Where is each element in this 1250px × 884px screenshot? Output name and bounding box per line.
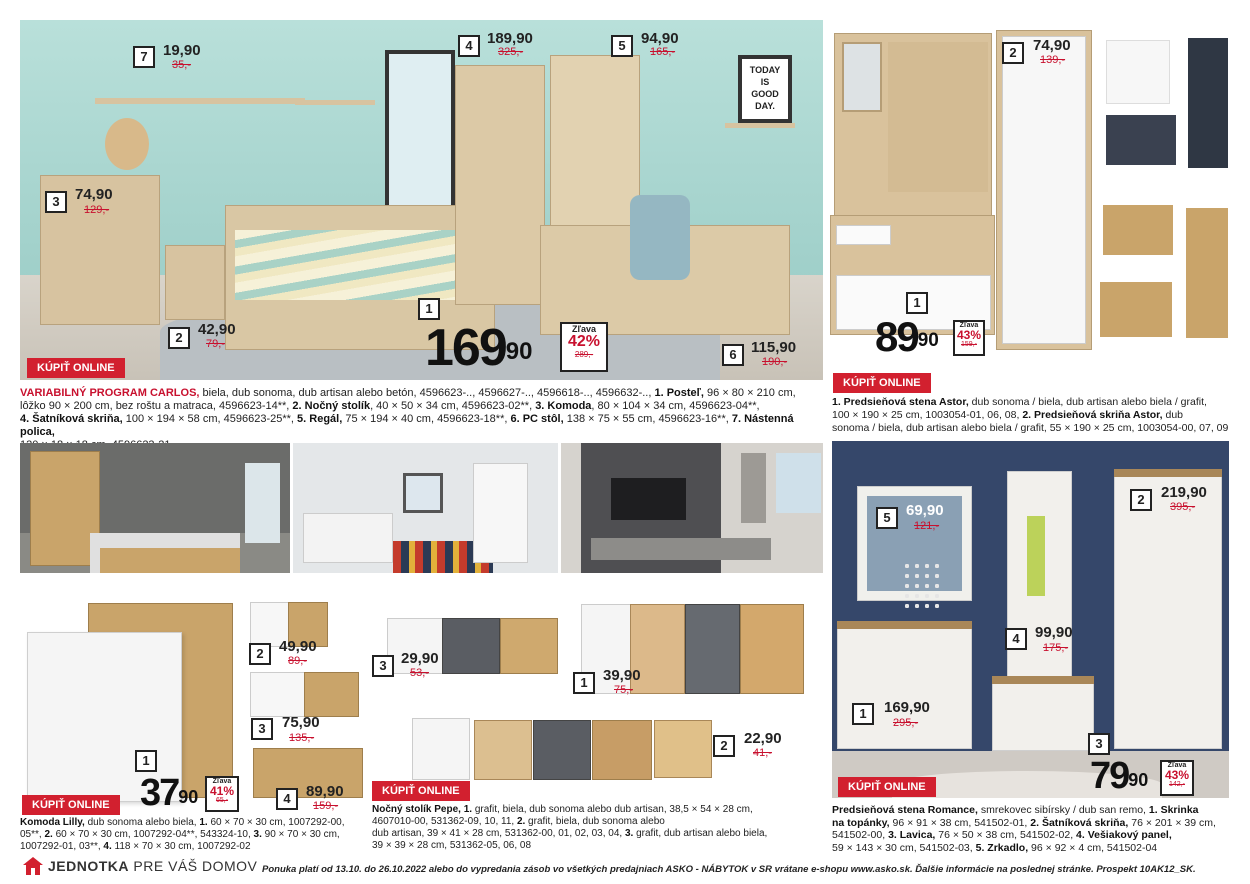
- astor-item-2-price: 74,90: [1033, 37, 1071, 54]
- carlos-item-5-number: 5: [611, 35, 633, 57]
- discount-old-price: 159,-: [961, 341, 977, 348]
- romance-item-2-number: 2: [1130, 489, 1152, 511]
- poster-line: DAY.: [755, 101, 775, 111]
- romance-item-4-price: 99,90: [1035, 624, 1073, 641]
- product-name: 3. Komoda: [535, 400, 592, 412]
- pepe-item-1-number: 1: [573, 672, 595, 694]
- desc-text: dub: [1162, 409, 1184, 421]
- pepe-small-oak-3: [654, 720, 712, 778]
- carlos-item-3-price: 74,90: [75, 186, 113, 203]
- carlos-item-2-number: 2: [168, 327, 190, 349]
- romance-item-1-number: 1: [852, 703, 874, 725]
- lilly-item-1-number: 1: [135, 750, 157, 772]
- astor-item-1-price: [875, 313, 939, 360]
- poster-line: IS: [760, 77, 770, 87]
- romance-item-3-number: 3: [1088, 733, 1110, 755]
- romance-item-5-number: 5: [876, 507, 898, 529]
- carlos-item-3-number: 3: [45, 191, 67, 213]
- carlos-item-6-price: 115,90: [751, 339, 797, 356]
- product-name: 2. Nočný stolík: [292, 400, 371, 412]
- lilly-item-3-price: 75,90: [282, 714, 320, 731]
- carlos-item-1-number: 1: [418, 298, 440, 320]
- pepe-small-white: [412, 718, 470, 780]
- desc-text: grafit, dub artisan alebo biela,: [633, 828, 768, 839]
- astor-item-1-number: 1: [906, 292, 928, 314]
- discount-label: Zľava: [572, 324, 596, 334]
- romance-item-1-price: 169,90: [884, 699, 930, 716]
- astor-item-2-number: 2: [1002, 42, 1024, 64]
- carlos-item-7-number: 7: [133, 46, 155, 68]
- carlos-item-3-old-price: 129,-: [84, 204, 110, 216]
- pepe-item-3-number: 3: [372, 655, 394, 677]
- desc-text: 05**,: [20, 829, 45, 840]
- lilly-item-2-price: 49,90: [279, 638, 317, 655]
- desc-text: 118 × 70 × 30 cm, 1007292-02: [111, 841, 251, 852]
- product-name: Komoda Lilly,: [20, 817, 85, 828]
- desc-text: dub sonoma / biela, dub artisan alebo biela / grafit,: [968, 396, 1207, 408]
- lilly-wide-white: [250, 672, 305, 717]
- product-name: 7. Nástenná polica,: [20, 413, 794, 438]
- product-name: Nočný stolík Pepe,: [372, 804, 461, 815]
- pepe-small-oak-1: [474, 720, 532, 780]
- carlos-item-4-number: 4: [458, 35, 480, 57]
- desc-text: 96 × 92 × 4 cm, 541502-04: [1028, 841, 1158, 854]
- carlos-item-6-number: 6: [722, 344, 744, 366]
- lilly-item-2-number: 2: [249, 643, 271, 665]
- carlos-item-5-old-price: 165,-: [650, 46, 676, 58]
- lilly-item-3-number: 3: [251, 718, 273, 740]
- pepe-tall-oak-2: [740, 604, 804, 694]
- today-good-day-poster: [738, 55, 792, 123]
- desc-text: lôžko 90 × 200 cm, bez roštu a matraca, 4596623-14**,: [20, 400, 293, 412]
- desc-text: smrekovec sibírsky / dub san remo,: [977, 804, 1149, 816]
- carlos-item-6-old-price: 190,-: [762, 356, 788, 368]
- desc-text: 96 × 91 × 38 cm, 541502-01,: [889, 816, 1031, 829]
- product-name: 5. Regál,: [297, 413, 343, 425]
- desc-text: dub sonoma alebo biela,: [84, 817, 200, 828]
- carlos-room-photo: [20, 20, 823, 380]
- discount-old-price: 142,-: [1169, 781, 1185, 788]
- footer-disclaimer: Ponuka platí od 13.10. do 26.10.2022 alebo do vypredania zásob vo všetkých predajniach ASKO - NÁBYTOK v SR vrátane e-shopu www.asko.sk. Ďalšie informácie na poslednej stránke. Prospekt 10AK12_SK.: [262, 864, 1196, 875]
- carlos-item-4-price: 189,90: [487, 30, 533, 47]
- pepe-small-oak-2: [592, 720, 652, 780]
- discount-label: Zľava: [1167, 762, 1187, 769]
- desc-text: 100 × 194 × 58 cm, 4596623-25**,: [122, 413, 298, 425]
- discount-percent: 41%: [209, 784, 235, 798]
- romance-item-4-number: 4: [1005, 628, 1027, 650]
- pepe-oak-1: [500, 618, 558, 674]
- carlos-item-4-old-price: 325,-: [498, 46, 524, 58]
- pepe-item-1-old-price: 75,-: [614, 684, 633, 696]
- desc-text: grafit, biela, dub sonoma alebo dub artisan, 38,5 × 54 × 28 cm,: [472, 804, 753, 815]
- desc-text: 100 × 190 × 25 cm, 1003054-01, 06, 08,: [832, 409, 1023, 421]
- product-number: 3.: [624, 828, 634, 839]
- product-name: 2. Predsieňová skriňa Astor,: [1022, 409, 1163, 421]
- price-whole: 37: [140, 772, 179, 814]
- carlos-item-1-price: [425, 319, 533, 377]
- carlos-item-2-price: 42,90: [198, 321, 236, 338]
- carlos-buy-online-button[interactable]: KÚPIŤ ONLINE: [27, 358, 125, 378]
- product-number: 3.: [253, 829, 262, 840]
- astor-buy-online-button[interactable]: KÚPIŤ ONLINE: [833, 373, 931, 393]
- desc-text: 59 × 143 × 30 cm, 541502-03,: [832, 841, 976, 854]
- poster-line: GOOD: [751, 89, 779, 99]
- teddy-bear: [105, 118, 149, 170]
- romance-item-5-price: 69,90: [906, 502, 944, 519]
- brand-rest: PRE VÁŠ DOMOV: [129, 858, 258, 874]
- pepe-item-2-number: 2: [713, 735, 735, 757]
- product-number: 4.: [103, 841, 112, 852]
- romance-item-4-old-price: 175,-: [1043, 642, 1069, 654]
- pepe-item-2-old-price: 41,-: [753, 747, 772, 759]
- astor-item-2-old-price: 139,-: [1040, 54, 1066, 66]
- product-name: 6. PC stôl,: [510, 413, 564, 425]
- pepe-item-2-price: 22,90: [744, 730, 782, 747]
- discount-label: Zľava: [959, 322, 979, 329]
- romance-description: [832, 804, 1232, 854]
- product-name: 2. Šatníková skriňa,: [1030, 816, 1129, 829]
- brand-logo: [22, 856, 257, 876]
- desc-text: 1007292-01, 03**,: [20, 841, 104, 852]
- carlos-discount-badge: [560, 322, 608, 372]
- price-whole: 169: [425, 319, 506, 377]
- product-name: 1. Predsieňová stena Astor,: [832, 396, 969, 408]
- product-name: 5. Zrkadlo,: [975, 841, 1029, 854]
- brand-strong: JEDNOTKA: [48, 858, 130, 874]
- desc-text: 4607010-00, 531362-09, 10, 11,: [372, 816, 517, 827]
- pepe-item-3-price: 29,90: [401, 650, 439, 667]
- pepe-tall-graphite: [685, 604, 740, 694]
- carlos-item-7-old-price: 35,-: [172, 59, 191, 71]
- romance-item-5-old-price: 121,-: [914, 520, 940, 532]
- romance-item-2-price: 219,90: [1161, 484, 1207, 501]
- discount-percent: 43%: [1164, 768, 1190, 782]
- lilly-buy-online-button[interactable]: KÚPIŤ ONLINE: [22, 795, 120, 815]
- carlos-variant-oak-photo: [20, 443, 290, 573]
- product-name: 1. Skrinka: [1148, 804, 1199, 816]
- desc-text: sonoma / biela, dub artisan alebo biela / grafit, 55 × 190 × 25 cm, 1003054-00, 07, 09: [832, 422, 1229, 434]
- brand-name: [48, 858, 257, 874]
- product-name: na topánky,: [832, 816, 890, 829]
- desc-text: biela, dub sonoma, dub artisan alebo betón, 4596623-.., 4596627-.., 4596618-.., 4596632-..,: [199, 387, 655, 399]
- carlos-item-5-price: 94,90: [641, 30, 679, 47]
- romance-item-3-price: [1090, 757, 1148, 795]
- lilly-description: [20, 817, 365, 853]
- price-cents: 90: [917, 330, 939, 351]
- romance-discount-badge: [1160, 760, 1194, 796]
- discount-percent: 42%: [567, 333, 601, 350]
- lilly-item-3-old-price: 135,-: [289, 732, 315, 744]
- discount-old-price: 65,-: [215, 797, 229, 804]
- product-name: 4. Šatníková skriňa,: [20, 413, 123, 425]
- pepe-item-3-old-price: 53,-: [410, 667, 429, 679]
- desc-text: 90 × 70 × 30 cm,: [261, 829, 340, 840]
- desc-text: 39 × 39 × 28 cm, 531362-05, 06, 08: [372, 840, 532, 851]
- carlos-title: VARIABILNÝ PROGRAM CARLOS,: [20, 387, 200, 399]
- pepe-buy-online-button[interactable]: KÚPIŤ ONLINE: [372, 781, 470, 801]
- desc-text: dub artisan, 39 × 41 × 28 cm, 531362-00, 01, 02, 03, 04,: [372, 828, 625, 839]
- pepe-item-1-price: 39,90: [603, 667, 641, 684]
- product-name: Predsieňová stena Romance,: [832, 804, 978, 816]
- discount-percent: 43%: [956, 328, 982, 342]
- desc-text: grafit, biela, dub sonoma alebo: [525, 816, 665, 827]
- lilly-discount-badge: [205, 776, 239, 812]
- desc-text: , 80 × 104 × 34 cm, 4596623-04**,: [591, 400, 760, 412]
- product-number: 1.: [460, 804, 473, 815]
- lilly-item-4-old-price: 159,-: [313, 800, 339, 812]
- price-whole: 79: [1090, 755, 1129, 797]
- romance-buy-online-button[interactable]: KÚPIŤ ONLINE: [838, 777, 936, 797]
- carlos-item-7-price: 19,90: [163, 42, 201, 59]
- price-cents: 90: [505, 338, 533, 365]
- lilly-item-2-old-price: 89,-: [288, 655, 307, 667]
- product-number: 2.: [516, 816, 526, 827]
- pepe-graphite-1: [442, 618, 500, 674]
- product-name: 4. Vešiakový panel,: [1076, 829, 1172, 841]
- product-number: 2.: [44, 829, 53, 840]
- desc-text: 75 × 194 × 40 cm, 4596623-18**,: [342, 413, 511, 425]
- desc-text: 60 × 70 × 30 cm, 1007292-00,: [207, 817, 345, 828]
- poster-line: TODAY: [749, 65, 781, 75]
- pepe-small-graphite: [533, 720, 591, 780]
- lilly-wide-oak: [304, 672, 359, 717]
- carlos-variant-concrete-photo: [561, 443, 823, 573]
- carlos-item-2-old-price: 79,-: [206, 338, 225, 350]
- astor-discount-badge: [953, 320, 985, 356]
- desc-text: 76 × 50 × 38 cm, 541502-02,: [935, 829, 1077, 841]
- lilly-item-4-number: 4: [276, 788, 298, 810]
- desc-text: 60 × 70 × 30 cm, 1007292-04**, 543324-10,: [52, 829, 254, 840]
- desc-text: 96 × 80 × 210 cm,: [703, 387, 796, 399]
- pepe-description: [372, 804, 822, 852]
- price-cents: 90: [1128, 770, 1149, 790]
- desc-text: , 40 × 50 × 34 cm, 4596623-02**,: [370, 400, 536, 412]
- lilly-item-4-price: 89,90: [306, 783, 344, 800]
- astor-description: [832, 396, 1232, 435]
- desc-text: 76 × 201 × 39 cm,: [1128, 816, 1216, 829]
- desc-text: 138 × 75 × 55 cm, 4596623-16**,: [563, 413, 732, 425]
- product-name: 1. Posteľ,: [654, 387, 704, 399]
- discount-old-price: 289,-: [574, 350, 594, 359]
- lilly-item-1-price: [140, 774, 198, 812]
- price-whole: 89: [875, 313, 918, 360]
- product-name: 3. Lavica,: [888, 829, 936, 841]
- product-number: 1.: [199, 817, 208, 828]
- carlos-variant-white-photo: [293, 443, 558, 573]
- romance-item-1-old-price: 295,-: [893, 717, 919, 729]
- price-cents: 90: [178, 787, 199, 807]
- desc-text: 541502-00,: [832, 829, 889, 841]
- house-icon: [22, 856, 44, 876]
- discount-label: Zľava: [212, 778, 232, 785]
- romance-item-2-old-price: 395,-: [1170, 501, 1196, 513]
